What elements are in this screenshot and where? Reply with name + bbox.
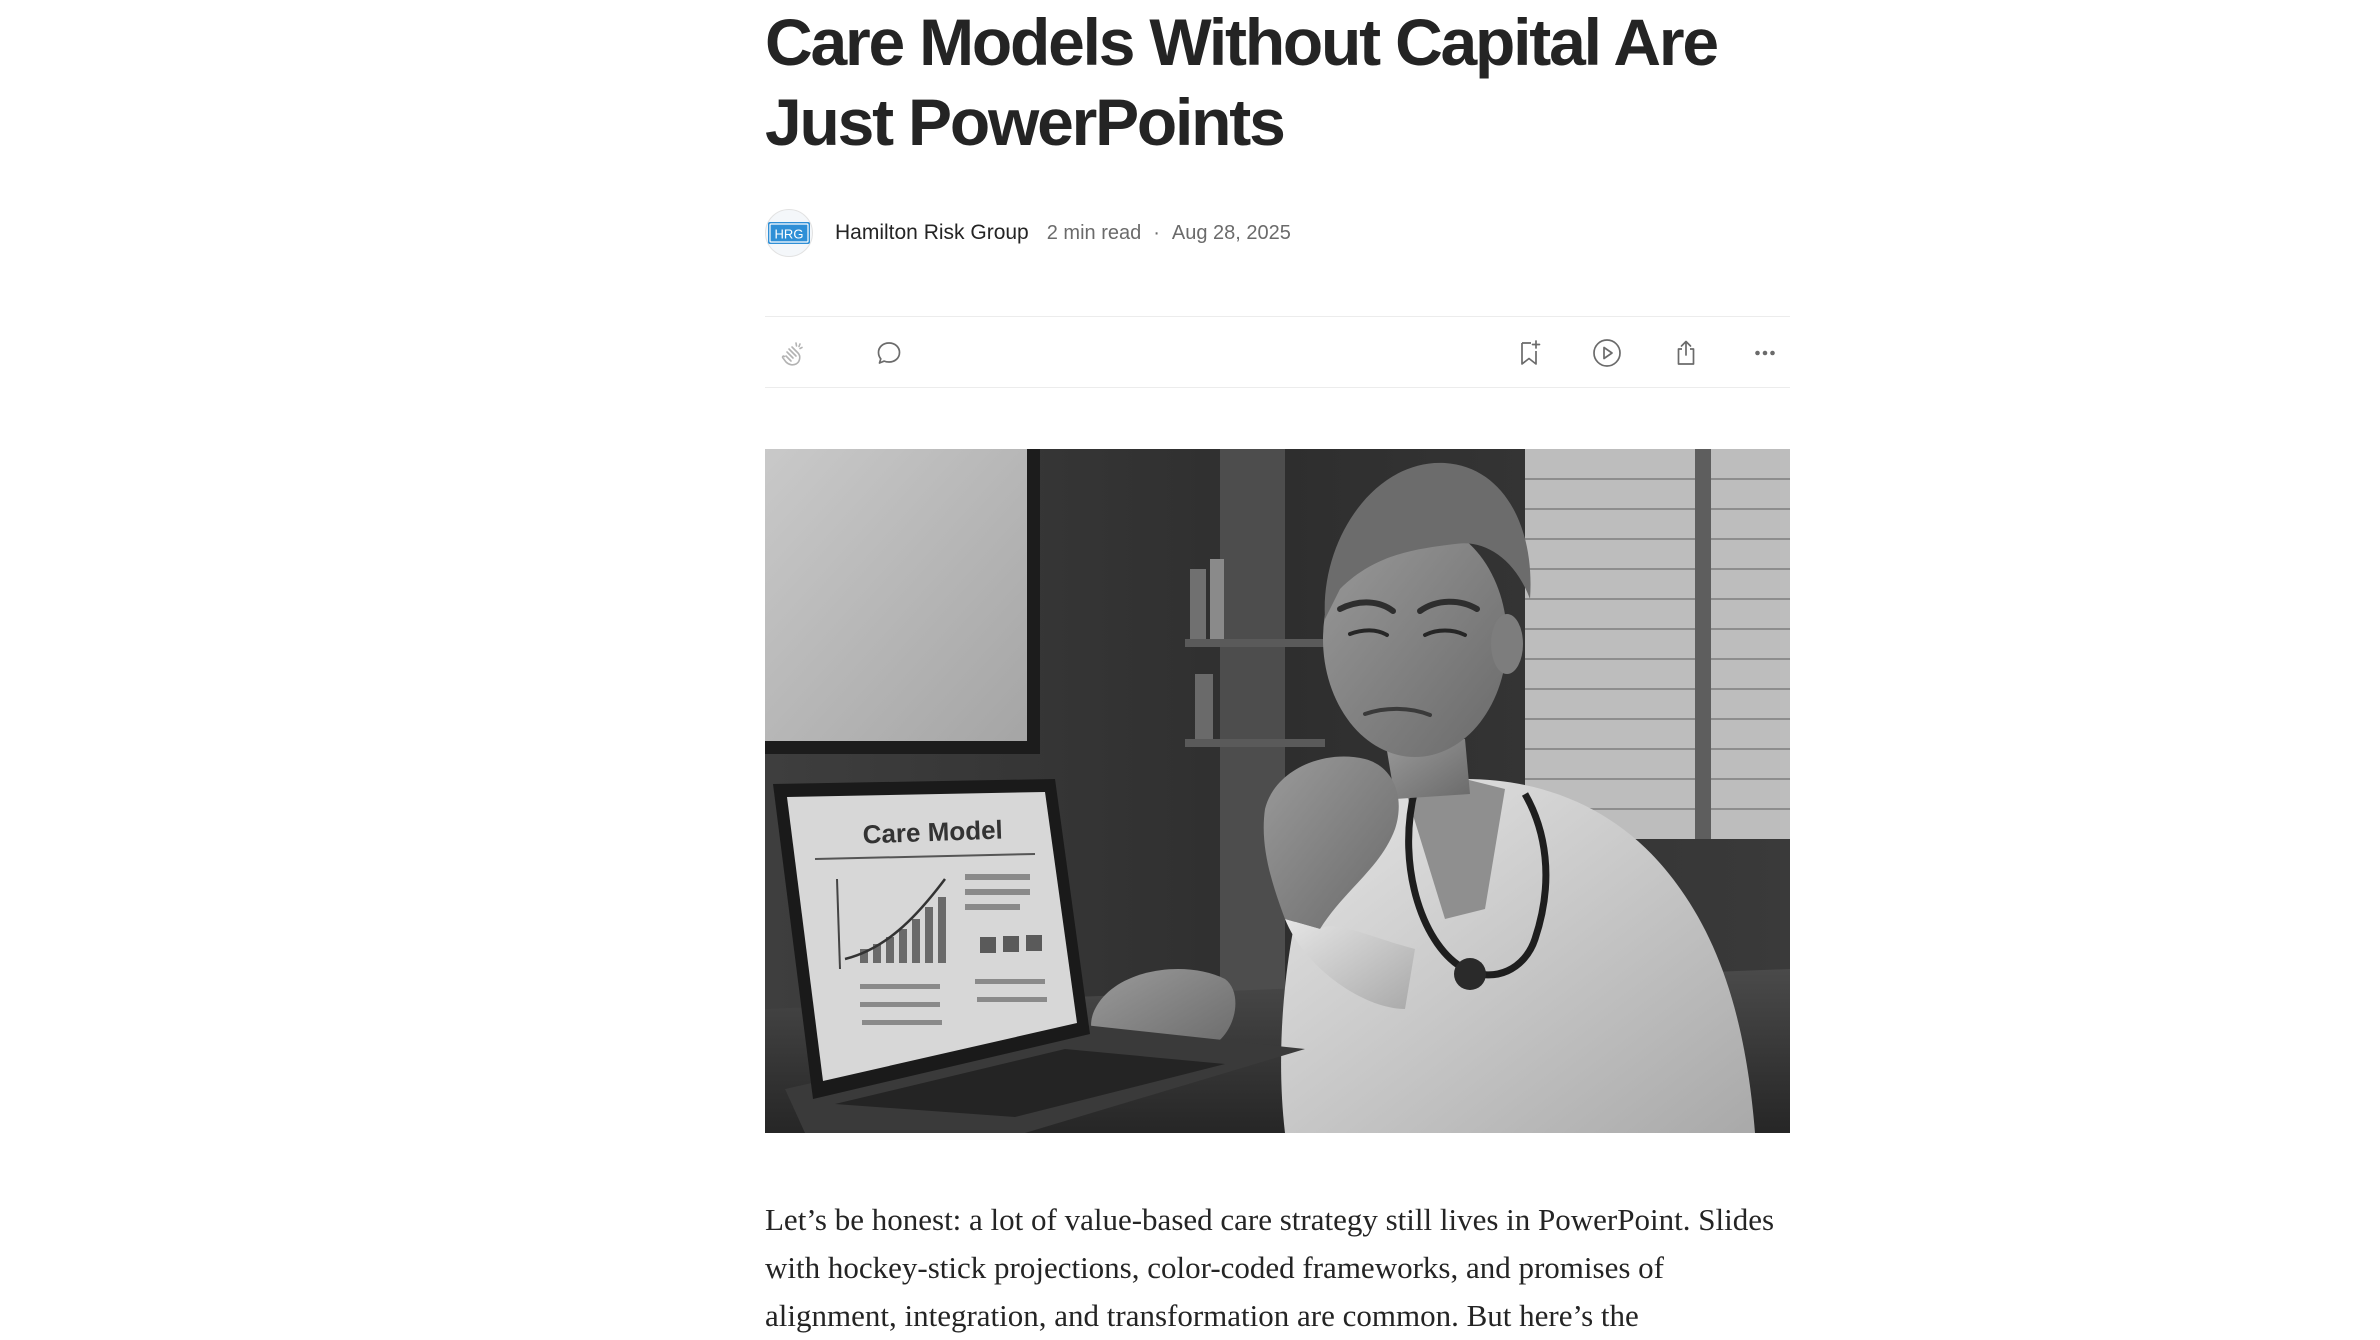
more-button[interactable]	[1747, 335, 1783, 371]
comment-icon	[874, 338, 904, 368]
article-title: Care Models Without Capital Are Just PowerPoints	[765, 5, 1717, 159]
meta-separator: ·	[1153, 221, 1160, 244]
save-button[interactable]	[1511, 335, 1547, 371]
share-button[interactable]	[1668, 335, 1704, 371]
more-icon	[1750, 338, 1780, 368]
svg-text:HRG: HRG	[774, 226, 804, 242]
author-name[interactable]: Hamilton Risk Group	[835, 221, 1029, 244]
hero-image	[765, 449, 1790, 1133]
article-body-paragraph: Let’s be honest: a lot of value-based care strategy still lives in PowerPoint. Slides with hockey-stick projections, color-coded frameworks, and promises of alignment, integration, and transformation are common. But here’s the	[765, 1202, 1775, 1333]
clap-icon	[778, 338, 808, 368]
publish-date: Aug 28, 2025	[1171, 221, 1291, 244]
clap-button[interactable]	[775, 335, 811, 371]
laptop-screen-title: Care Model	[862, 814, 1004, 850]
comment-button[interactable]	[871, 335, 907, 371]
read-time: 2 min read	[1046, 221, 1142, 244]
author-avatar[interactable]	[765, 209, 813, 257]
doctor-laptop-illustration	[765, 449, 1790, 1133]
hrg-logo-icon	[767, 218, 811, 248]
share-icon	[1671, 338, 1701, 368]
listen-button[interactable]	[1589, 335, 1625, 371]
byline	[765, 208, 1790, 258]
play-icon	[1591, 337, 1623, 369]
action-bar	[765, 316, 1790, 388]
bookmark-icon	[1514, 338, 1544, 368]
